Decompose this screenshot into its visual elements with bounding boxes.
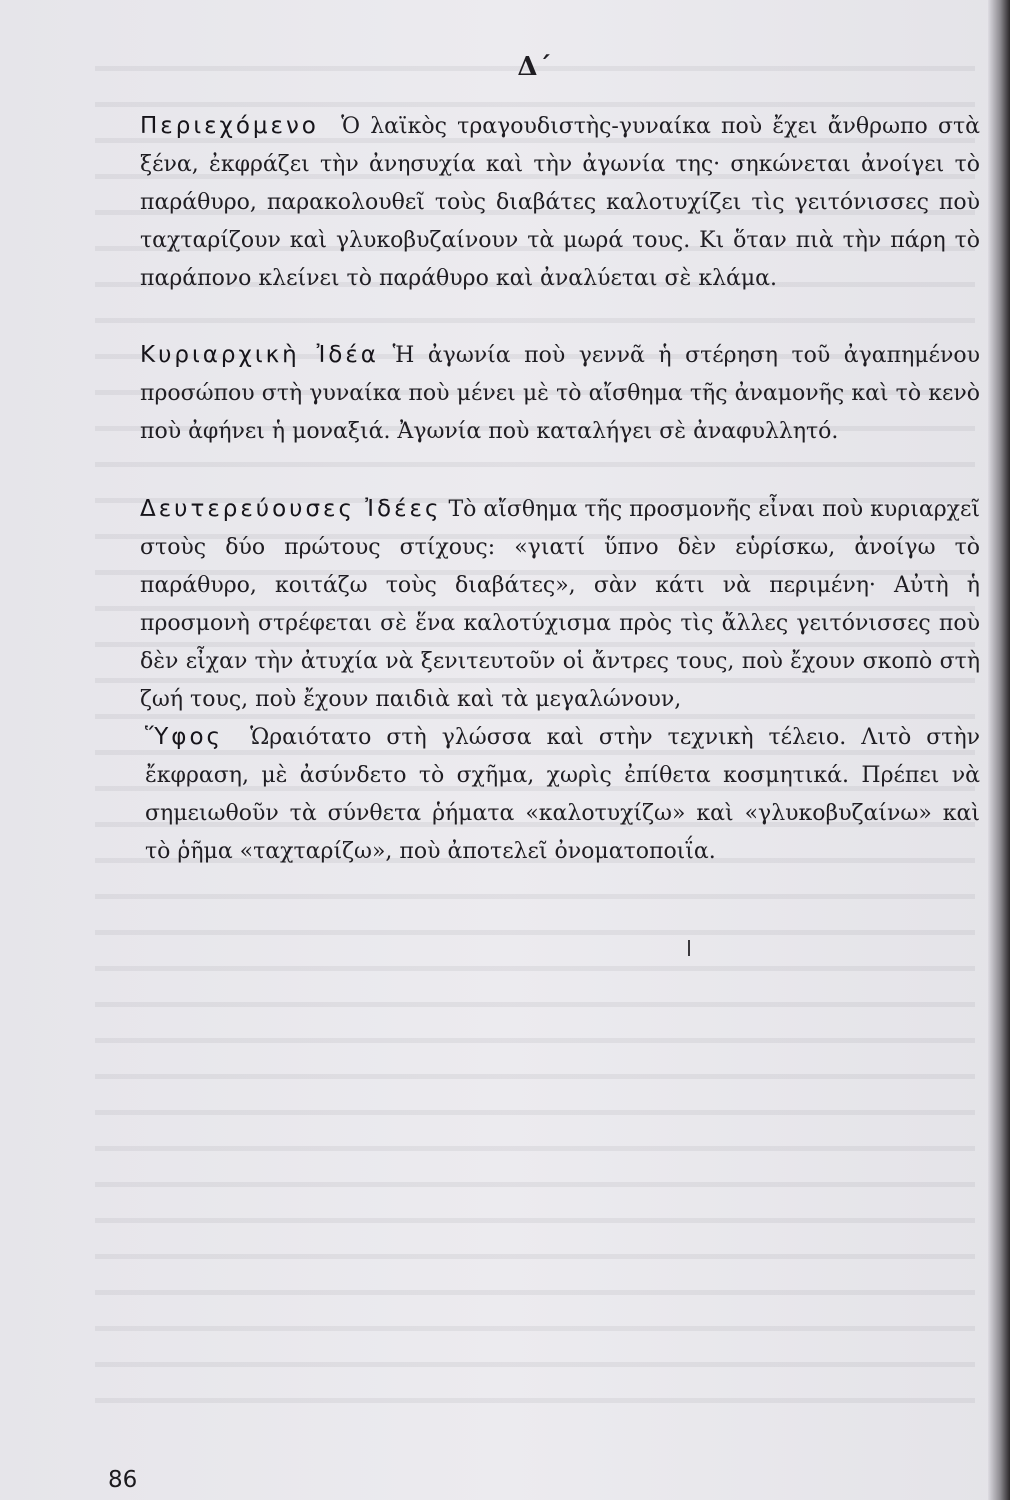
ink-mark <box>688 940 690 956</box>
paragraph-deutereuouses-idees <box>140 490 980 719</box>
label-periexomeno: Περιεχόμενο <box>140 113 319 139</box>
label-yfos: Ὕφος <box>145 724 224 750</box>
text-periexomeno: Ὁ λαϊκὸς τραγουδιστὴς-γυναίκα ποὺ ἔχει ἄνθρωπο στὰ ξένα, ἐκφράζει τὴν ἀνησυχία καὶ τὴν ἀγωνία της· σηκώνεται ἀνοίγει τὸ παράθυρο, παρακολουθεῖ τοὺς διαβάτες καλοτυχίζει τὶς γειτόνισσες ποὺ ταχταρίζουν καὶ γλυκοβυζαίνουν τὰ μωρά τους. Κι ὅταν πιὰ τὴν πάρη τὸ παράπονο κλείνει τὸ παράθυρο καὶ ἀναλύεται σὲ κλάμα. <box>140 114 980 291</box>
paragraph-periexomeno <box>140 107 980 298</box>
text-kyriarchiki-idea: Ἡ ἀγωνία ποὺ γεννᾶ ἡ στέρηση τοῦ ἀγαπημένου προσώπου στὴ γυναίκα ποὺ μένει μὲ τὸ αἴσθημα τῆς ἀναμονῆς καὶ τὸ κενὸ ποὺ ἀφήνει ἡ μοναξιά. Ἀγωνία ποὺ καταλήγει σὲ ἀναφυλλητό. <box>140 343 980 444</box>
label-kyriarchiki-idea: Κυριαρχικὴ Ἰδέα <box>140 342 379 368</box>
paragraph-kyriarchiki-idea <box>140 336 980 451</box>
section-heading: Δ΄ <box>517 52 553 82</box>
paragraph-yfos <box>145 718 980 871</box>
text-deutereuouses-idees: Τὸ αἴσθημα τῆς προσμονῆς εἶναι ποὺ κυριαρχεῖ στοὺς δύο πρώτους στίχους: «γιατί ὕπνο δὲν εὑρίσκω, ἀνοίγω τὸ παράθυρο, κοιτάζω τοὺς διαβάτες», σὰν κάτι νὰ περιμένη· Αὐτὴ ἡ προσμονὴ στρέφεται σὲ ἕνα καλοτύχισμα πρὸς τὶς ἄλλες γειτόνισσες ποὺ δὲν εἶχαν τὴν ἀτυχία νὰ ξενιτευτοῦν οἱ ἄντρες τους, ποὺ ἔχουν σκοπὸ στὴ ζωή τους, ποὺ ἔχουν παιδιὰ καὶ τὰ μεγαλώνουν, <box>140 497 980 712</box>
text-yfos: Ὡραιότατο στὴ γλώσσα καὶ στὴν τεχνικὴ τέλειο. Λιτὸ στὴν ἔκφραση, μὲ ἀσύνδετο τὸ σχῆμα, χωρὶς ἐπίθετα κοσμητικά. Πρέπει νὰ σημειωθοῦν τὰ σύνθετα ῥήματα «καλοτυχίζω» καὶ «γλυκοβυζαίνω» καὶ τὸ ῥῆμα «ταχταρίζω», ποὺ ἀποτελεῖ ὀνοματοποιΐα. <box>145 725 980 864</box>
page-number: 86 <box>108 1467 138 1493</box>
label-deutereuouses-idees: Δευτερεύουσες Ἰδέες <box>140 496 442 522</box>
page-edge-shadow <box>988 0 1010 1500</box>
